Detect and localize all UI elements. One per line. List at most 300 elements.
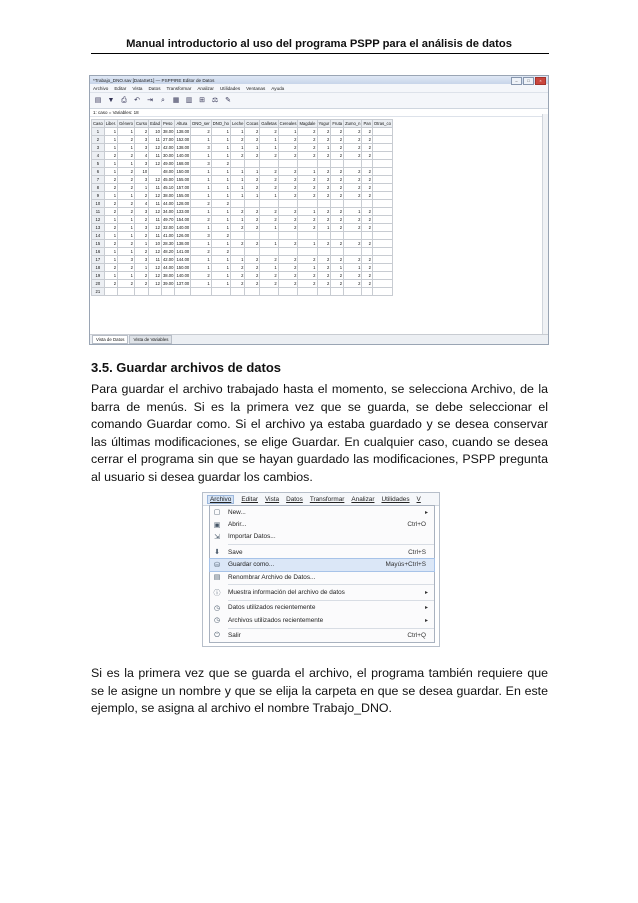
data-cell[interactable]: 128.00 [176,201,190,206]
data-cell[interactable] [331,288,344,296]
data-cell[interactable]: 1 [135,184,149,192]
data-cell[interactable]: 1 [211,264,230,272]
data-cell[interactable]: 2 [362,152,372,160]
data-cell[interactable] [372,248,392,256]
menu-analizar[interactable]: Analizar [197,85,214,91]
data-cell[interactable] [362,232,372,240]
data-cell[interactable]: 2 [317,280,331,288]
menu-item-save[interactable] [210,546,434,558]
data-cell[interactable]: 3 [191,160,211,168]
data-cell[interactable]: 2 [344,176,362,184]
data-cell[interactable]: 2 [118,264,135,272]
menu-editar[interactable]: Editar [114,85,127,91]
data-cell[interactable]: 2 [298,176,317,184]
data-cell[interactable]: 1 [260,136,278,144]
data-cell[interactable]: 2 [278,272,298,280]
row-number[interactable]: 7 [92,176,105,184]
data-cell[interactable]: 1 [211,280,230,288]
column-header[interactable]: Peso [161,120,174,128]
column-header[interactable]: Género [119,121,133,126]
data-cell[interactable] [298,248,317,256]
data-cell[interactable]: 2 [278,280,298,288]
data-cell[interactable]: 2 [278,240,298,248]
data-cell[interactable]: 2 [331,176,344,184]
data-cell[interactable]: 3 [135,144,149,152]
data-cell[interactable]: 2 [104,200,117,208]
data-cell[interactable] [260,248,278,256]
data-cell[interactable]: 2 [245,136,260,144]
data-cell[interactable]: 2 [362,184,372,192]
menu-item-recent-files[interactable] [210,614,434,626]
data-cell[interactable]: 12 [149,264,162,272]
data-cell[interactable] [362,248,372,256]
data-cell[interactable]: 1 [191,184,211,192]
data-cell[interactable]: 1 [135,264,149,272]
data-cell[interactable]: 2 [331,136,344,144]
data-cell[interactable]: 11 [149,200,162,208]
open-icon[interactable]: ▤ [94,96,102,104]
menu-datos[interactable]: Datos [148,85,161,91]
column-header[interactable]: Curso [136,121,148,126]
data-cell[interactable]: 2 [245,128,260,136]
data-cell[interactable] [372,216,392,224]
data-cell[interactable]: 2 [298,184,317,192]
data-cell[interactable] [331,160,344,168]
data-cell[interactable]: 1 [211,224,230,232]
data-cell[interactable]: 2 [231,208,245,216]
row-number[interactable]: 16 [92,248,105,256]
row-number[interactable]: 3 [92,144,105,152]
menu-item-import[interactable] [210,531,434,543]
menu-datos[interactable]: Datos [286,495,303,503]
data-cell[interactable]: 2 [135,280,149,288]
data-cell[interactable] [372,168,392,176]
data-cell[interactable]: 2 [298,128,317,136]
data-cell[interactable]: 2 [245,184,260,192]
data-cell[interactable]: 2 [344,256,362,264]
data-cell[interactable]: 10 [149,240,162,248]
data-cell[interactable]: 2 [104,184,117,192]
data-cell[interactable]: 2 [331,240,344,248]
data-cell[interactable] [245,200,260,208]
data-cell[interactable]: 2 [104,264,117,272]
data-cell[interactable]: 2 [298,272,317,280]
data-cell[interactable]: 137.00 [176,281,190,286]
data-cell[interactable] [344,200,362,208]
data-cell[interactable] [372,192,392,200]
data-cell[interactable]: 2 [118,280,135,288]
data-cell[interactable]: 2 [344,192,362,200]
data-cell[interactable]: 2 [231,240,245,248]
data-cell[interactable]: 3 [135,256,149,264]
data-cell[interactable] [372,232,392,240]
data-cell[interactable]: 1 [104,216,117,224]
data-cell[interactable]: 2 [278,256,298,264]
row-number[interactable]: 11 [92,208,105,216]
data-cell[interactable]: 2 [104,280,117,288]
data-cell[interactable]: 2 [231,264,245,272]
data-cell[interactable]: 2 [331,192,344,200]
data-cell[interactable]: 1 [104,136,117,144]
data-cell[interactable]: 2 [331,152,344,160]
data-cell[interactable]: 155.00 [176,177,190,182]
print-icon[interactable]: ⎙ [121,96,127,104]
data-cell[interactable] [372,160,392,168]
data-cell[interactable]: 140.00 [176,225,190,230]
data-cell[interactable]: 2 [331,184,344,192]
data-cell[interactable]: 12 [149,144,162,152]
data-cell[interactable] [372,280,392,288]
data-cell[interactable]: 2 [362,176,372,184]
data-cell[interactable]: 2 [331,128,344,136]
menu-analizar[interactable]: Analizar [351,495,375,503]
data-cell[interactable]: 155.00 [176,193,190,198]
data-cell[interactable]: 2 [118,208,135,216]
data-cell[interactable] [331,232,344,240]
split-icon[interactable]: ⊞ [199,96,205,104]
data-cell[interactable]: 2 [260,256,278,264]
data-cell[interactable]: 157.00 [176,185,190,190]
data-cell[interactable] [149,168,162,176]
data-cell[interactable]: 42.00 [162,145,174,150]
data-cell[interactable]: 2 [118,168,135,176]
data-cell[interactable] [211,288,230,296]
data-cell[interactable]: 1 [298,168,317,176]
data-cell[interactable]: 2 [260,208,278,216]
data-cell[interactable] [245,288,260,296]
data-cell[interactable]: 1 [104,144,117,152]
data-cell[interactable]: 152.00 [176,137,190,142]
data-cell[interactable]: 1 [191,136,211,144]
column-header[interactable]: Otras_co [373,121,391,126]
data-cell[interactable]: 1 [118,248,135,256]
data-cell[interactable] [317,200,331,208]
data-cell[interactable] [135,288,149,296]
data-cell[interactable]: 10 [149,128,162,136]
data-cell[interactable]: 1 [211,176,230,184]
data-cell[interactable]: 2 [231,272,245,280]
data-cell[interactable] [231,232,245,240]
data-cell[interactable] [260,200,278,208]
data-cell[interactable]: 12 [149,272,162,280]
data-cell[interactable] [331,248,344,256]
data-cell[interactable]: 2 [344,280,362,288]
data-cell[interactable]: 48.20 [162,249,174,254]
data-cell[interactable]: 1 [211,168,230,176]
row-number[interactable]: 10 [92,200,105,208]
data-cell[interactable] [317,288,331,296]
data-cell[interactable]: 1 [260,264,278,272]
data-cell[interactable]: 1 [211,216,230,224]
data-cell[interactable] [191,288,211,296]
column-header[interactable]: DNO_ho [212,121,229,126]
row-number[interactable]: 5 [92,160,105,168]
data-cell[interactable]: 44.00 [162,201,174,206]
data-cell[interactable]: 1 [298,264,317,272]
menu-item-recent-data[interactable] [210,602,434,614]
data-cell[interactable]: 2 [245,280,260,288]
data-cell[interactable]: 2 [278,224,298,232]
data-cell[interactable]: 28.30 [162,241,174,246]
data-cell[interactable] [362,200,372,208]
data-cell[interactable]: 1 [211,136,230,144]
data-cell[interactable]: 1 [211,208,230,216]
data-cell[interactable]: 1 [191,264,211,272]
data-cell[interactable]: 2 [245,272,260,280]
data-cell[interactable]: 3 [135,136,149,144]
data-cell[interactable]: 3 [135,176,149,184]
data-cell[interactable]: 1 [245,168,260,176]
data-cell[interactable]: 2 [260,216,278,224]
data-cell[interactable]: 42.00 [162,257,174,262]
data-cell[interactable] [175,288,191,296]
data-cell[interactable] [231,288,245,296]
data-cell[interactable] [362,160,372,168]
data-cell[interactable]: 2 [211,232,230,240]
data-cell[interactable]: 2 [317,168,331,176]
data-cell[interactable]: 48.00 [162,169,174,174]
column-header[interactable]: Edad [150,121,160,126]
data-cell[interactable]: 4 [135,152,149,160]
data-cell[interactable] [260,232,278,240]
menu-ayuda[interactable]: Ayuda [271,85,285,91]
data-cell[interactable]: 2 [135,248,149,256]
data-cell[interactable] [362,288,372,296]
data-cell[interactable]: 2 [298,192,317,200]
data-cell[interactable]: 2 [260,168,278,176]
menu-item-new-file[interactable] [210,506,434,518]
data-cell[interactable] [298,232,317,240]
data-cell[interactable]: 2 [344,240,362,248]
data-cell[interactable]: 2 [331,280,344,288]
data-cell[interactable] [372,208,392,216]
data-cell[interactable]: 1 [118,144,135,152]
data-cell[interactable]: 1 [191,256,211,264]
data-cell[interactable] [344,288,362,296]
save-icon[interactable]: ▼ [107,96,115,104]
data-cell[interactable]: 27.00 [162,137,174,142]
data-cell[interactable]: 1 [317,144,331,152]
data-cell[interactable]: 2 [362,144,372,152]
data-cell[interactable]: 1 [104,272,117,280]
data-cell[interactable]: 1 [104,168,117,176]
data-cell[interactable] [231,248,245,256]
data-cell[interactable]: 2 [362,280,372,288]
maximize-button[interactable]: □ [523,77,534,85]
menu-utilidades[interactable]: Utilidades [219,85,241,91]
data-cell[interactable]: 2 [260,272,278,280]
data-cell[interactable]: 2 [362,240,372,248]
data-cell[interactable]: 3 [118,256,135,264]
data-cell[interactable]: 1 [135,240,149,248]
menu-editar[interactable]: Editar [241,495,259,503]
data-cell[interactable]: 32.00 [162,225,174,230]
data-cell[interactable]: 41.00 [162,233,174,238]
data-cell[interactable]: 2 [317,208,331,216]
data-cell[interactable]: 2 [191,248,211,256]
tab-data-view[interactable]: Vista de Datos [92,335,128,344]
data-cell[interactable]: 1 [317,224,331,232]
data-cell[interactable]: 2 [104,208,117,216]
close-button[interactable]: × [535,77,546,85]
data-cell[interactable]: 2 [298,256,317,264]
data-cell[interactable]: 2 [191,272,211,280]
data-cell[interactable]: 2 [298,136,317,144]
data-cell[interactable]: 2 [191,128,211,136]
data-cell[interactable] [260,160,278,168]
data-cell[interactable]: 1 [191,152,211,160]
menu-vista[interactable]: Vista [265,495,280,503]
data-cell[interactable]: 140.00 [176,153,190,158]
data-cell[interactable]: 2 [260,152,278,160]
column-header[interactable]: Zumo_n [345,121,361,126]
data-cell[interactable] [317,248,331,256]
column-header[interactable]: Cereales [279,121,297,126]
menu-item-open-folder[interactable] [210,518,434,530]
data-cell[interactable]: 2 [344,272,362,280]
data-cell[interactable]: 2 [344,128,362,136]
data-cell[interactable] [372,224,392,232]
data-cell[interactable]: 2 [344,136,362,144]
column-header[interactable]: DNO_ser [192,121,210,126]
data-cell[interactable]: 2 [245,264,260,272]
data-cell[interactable]: 3 [191,232,211,240]
data-cell[interactable]: 2 [118,152,135,160]
data-cell[interactable] [372,128,392,136]
data-cell[interactable]: 1 [344,264,362,272]
data-cell[interactable]: 1 [191,176,211,184]
data-cell[interactable] [372,136,392,144]
data-cell[interactable]: 2 [135,216,149,224]
data-cell[interactable]: 10 [135,168,149,176]
column-header[interactable]: Pan [363,121,371,126]
data-cell[interactable]: 2 [135,128,149,136]
data-cell[interactable]: 2 [278,208,298,216]
data-cell[interactable]: 2 [191,200,211,208]
minimize-button[interactable]: – [511,77,522,85]
data-cell[interactable]: 2 [118,136,135,144]
data-cell[interactable]: 2 [317,152,331,160]
data-cell[interactable]: 2 [245,224,260,232]
data-cell[interactable]: 2 [245,240,260,248]
data-cell[interactable]: 11 [149,232,162,240]
data-cell[interactable]: 1 [104,232,117,240]
data-cell[interactable]: 2 [245,256,260,264]
data-cell[interactable]: 138.00 [176,241,190,246]
data-cell[interactable]: 2 [298,144,317,152]
data-cell[interactable]: 1 [231,128,245,136]
data-cell[interactable] [260,288,278,296]
row-number[interactable]: 15 [92,240,105,248]
data-cell[interactable] [298,200,317,208]
data-cell[interactable]: 12 [149,160,162,168]
data-cell[interactable] [344,248,362,256]
data-cell[interactable]: 2 [245,208,260,216]
data-cell[interactable] [231,160,245,168]
data-cell[interactable]: 34.00 [162,209,174,214]
data-cell[interactable]: 11 [149,184,162,192]
data-cell[interactable]: 1 [231,216,245,224]
data-cell[interactable]: 2 [331,168,344,176]
data-cell[interactable]: 2 [317,264,331,272]
data-cell[interactable]: 1 [298,240,317,248]
data-cell[interactable] [298,288,317,296]
data-cell[interactable]: 2 [331,144,344,152]
data-cell[interactable] [245,248,260,256]
data-cell[interactable] [278,200,298,208]
data-cell[interactable]: 2 [118,240,135,248]
column-header[interactable]: Altura [175,120,191,128]
data-cell[interactable]: 1 [331,264,344,272]
data-cell[interactable]: 2 [317,176,331,184]
row-number[interactable]: 13 [92,224,105,232]
data-cell[interactable]: 133.00 [176,209,190,214]
data-cell[interactable] [278,288,298,296]
data-cell[interactable]: 2 [231,152,245,160]
data-cell[interactable]: 38.00 [162,193,174,198]
data-cell[interactable]: 2 [317,272,331,280]
data-cell[interactable]: 2 [317,184,331,192]
data-cell[interactable]: 2 [298,152,317,160]
menu-v[interactable]: V [416,495,421,503]
data-cell[interactable]: 2 [278,176,298,184]
data-cell[interactable]: 2 [344,144,362,152]
data-cell[interactable]: 2 [104,224,117,232]
data-cell[interactable]: 2 [344,216,362,224]
data-cell[interactable]: 2 [245,176,260,184]
data-cell[interactable]: 138.00 [176,145,190,150]
menu-item-info[interactable] [210,586,434,598]
data-cell[interactable]: 2 [362,168,372,176]
column-header[interactable]: Galletas [261,121,277,126]
row-number[interactable]: 9 [92,192,105,200]
data-cell[interactable]: 141.00 [176,249,190,254]
data-cell[interactable]: 1 [104,248,117,256]
data-cell[interactable]: 2 [135,192,149,200]
data-cell[interactable]: 2 [278,216,298,224]
data-cell[interactable]: 1 [231,192,245,200]
data-cell[interactable]: 1 [191,168,211,176]
data-cell[interactable]: 1 [260,240,278,248]
data-cell[interactable]: 1 [118,192,135,200]
row-number[interactable]: 8 [92,184,105,192]
data-cell[interactable]: 2 [278,136,298,144]
data-cell[interactable]: 1 [211,256,230,264]
menu-transformar[interactable]: Transformar [309,495,345,503]
data-cell[interactable] [372,272,392,280]
data-cell[interactable] [317,232,331,240]
data-cell[interactable]: 2 [317,192,331,200]
data-cell[interactable]: 4 [135,200,149,208]
data-cell[interactable]: 3 [191,144,211,152]
data-cell[interactable]: 1 [231,256,245,264]
menu-ventanas[interactable]: Ventanas [246,85,266,91]
data-cell[interactable]: 45.10 [162,185,174,190]
data-cell[interactable] [245,232,260,240]
data-cell[interactable]: 1 [211,152,230,160]
data-cell[interactable] [245,160,260,168]
data-cell[interactable]: 2 [362,208,372,216]
data-cell[interactable]: 1 [118,224,135,232]
data-cell[interactable]: 2 [211,200,230,208]
data-cell[interactable]: 1 [245,192,260,200]
data-cell[interactable]: 2 [260,280,278,288]
data-cell[interactable]: 1 [118,216,135,224]
data-cell[interactable]: 2 [331,208,344,216]
data-cell[interactable]: 2 [331,216,344,224]
data-cell[interactable] [344,232,362,240]
row-number[interactable]: 21 [92,288,105,296]
